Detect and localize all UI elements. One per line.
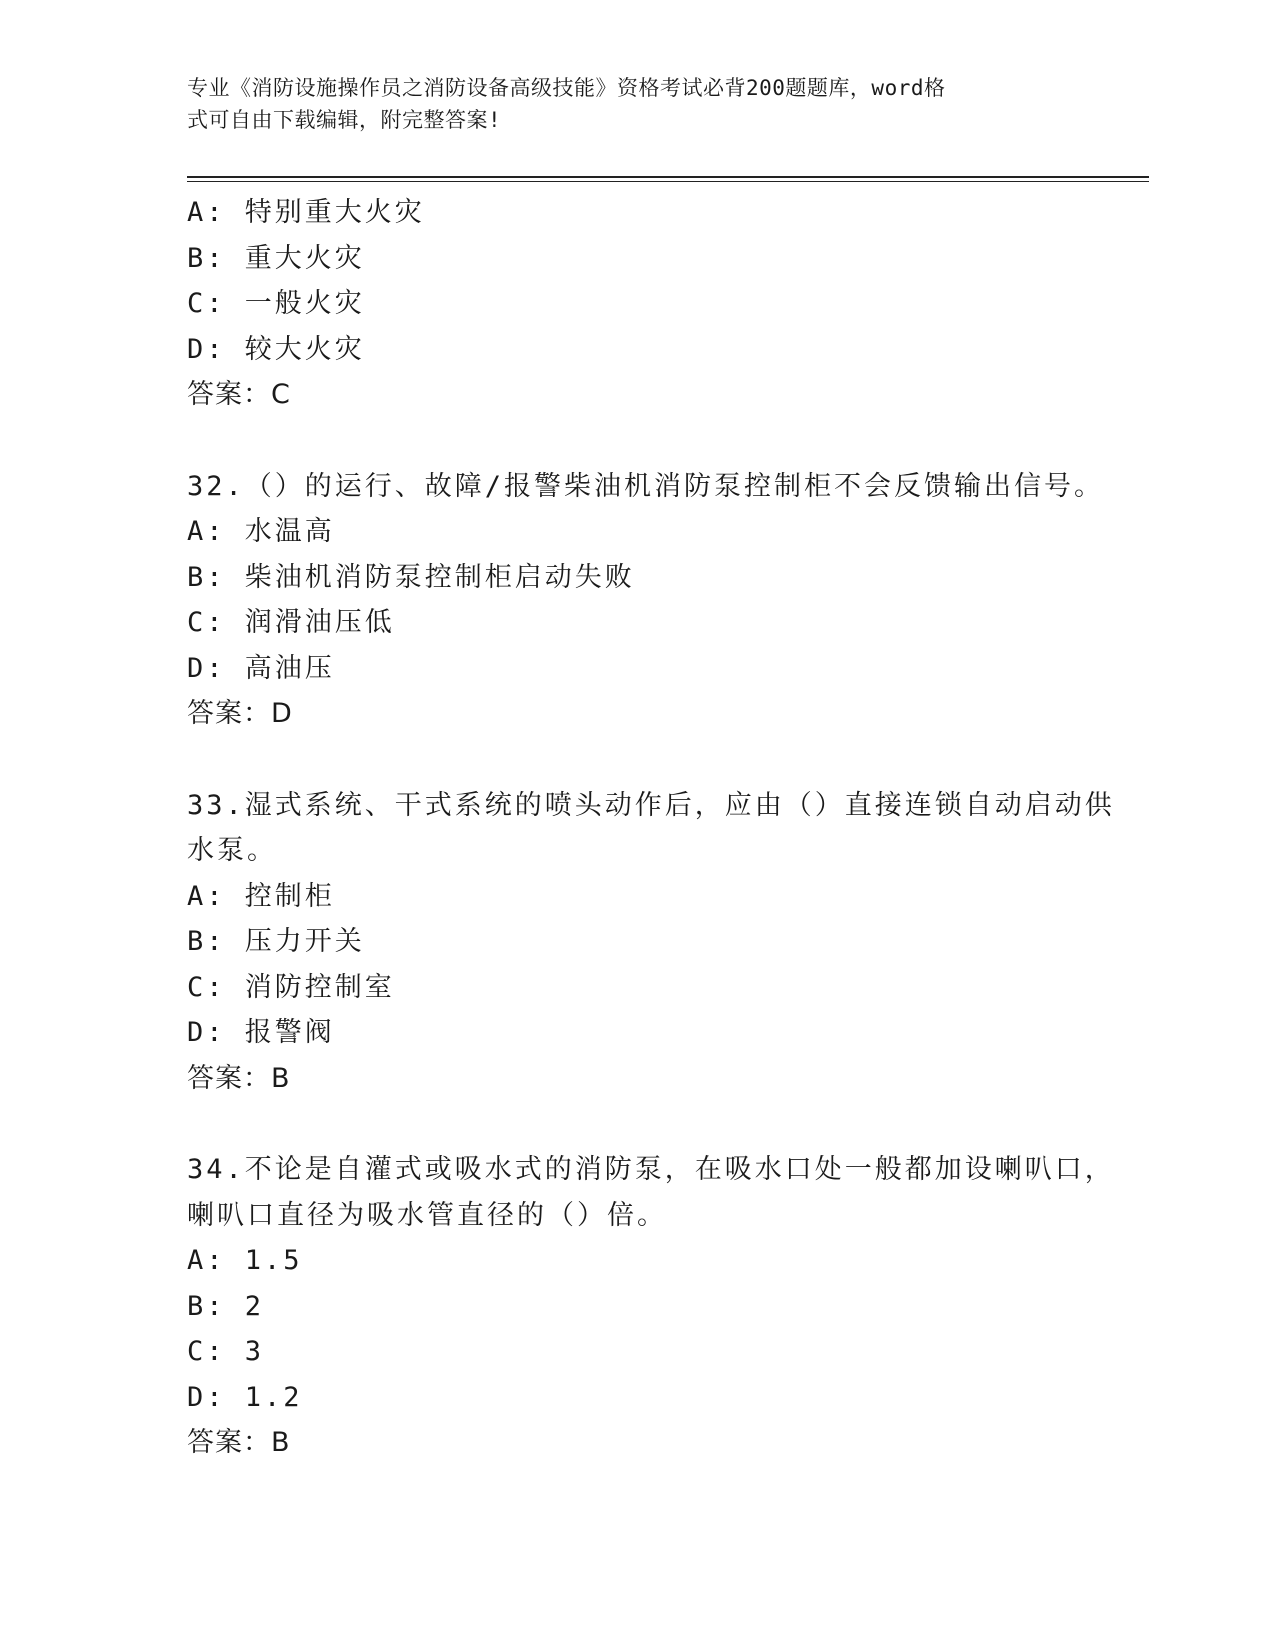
- question-stem-line-1: 33.湿式系统、干式系统的喷头动作后，应由（）直接连锁自动启动供: [187, 789, 1115, 821]
- question-34: [187, 1147, 1115, 1466]
- option-a: A: 控制柜: [187, 880, 335, 912]
- option-a: A: 水温高: [187, 516, 335, 547]
- spacer: [187, 737, 1087, 783]
- spacer: [187, 1101, 1087, 1147]
- question-32: [187, 464, 1105, 737]
- option-c: C: 润滑油压低: [187, 607, 395, 638]
- answer: 答案：B: [187, 1062, 291, 1094]
- spacer: [187, 418, 1087, 464]
- header-divider-thick: [187, 176, 1149, 178]
- header-title-line-1: 专业《消防设施操作员之消防设备高级技能》资格考试必背200题题库，word格: [187, 76, 946, 100]
- option-b: B: 柴油机消防泵控制柜启动失败: [187, 561, 635, 593]
- option-c: C: 消防控制室: [187, 971, 395, 1003]
- question-stem-line-2: 喇叭口直径为吸水管直径的（）倍。: [187, 1199, 667, 1231]
- question-stem-line-2: 水泵。: [187, 835, 277, 866]
- question-stem-line-1: 34.不论是自灌式或吸水式的消防泵，在吸水口处一般都加设喇叭口，: [187, 1154, 1115, 1185]
- option-c: C: 一般火灾: [187, 288, 365, 319]
- document-header: [187, 72, 1067, 136]
- question-31: [187, 190, 1087, 418]
- option-a: A: 特别重大火灾: [187, 197, 425, 228]
- option-d: D: 较大火灾: [187, 333, 365, 365]
- question-stem: 32.（）的运行、故障/报警柴油机消防泵控制柜不会反馈输出信号。: [187, 470, 1105, 502]
- header-title-line-2: 式可自由下载编辑，附完整答案!: [187, 108, 502, 132]
- option-b: B: 压力开关: [187, 926, 365, 957]
- option-b: B: 重大火灾: [187, 242, 365, 274]
- option-d: D: 报警阀: [187, 1017, 335, 1048]
- answer: 答案：B: [187, 1427, 291, 1458]
- option-a: A: 1.5: [187, 1245, 303, 1276]
- option-b: B: 2: [187, 1290, 265, 1322]
- question-33: [187, 783, 1115, 1102]
- option-d: D: 高油压: [187, 652, 335, 684]
- question-list: [187, 190, 1115, 1466]
- answer: 答案：C: [187, 379, 291, 410]
- option-d: D: 1.2: [187, 1381, 303, 1413]
- header-divider-thin: [187, 181, 1149, 182]
- option-c: C: 3: [187, 1336, 265, 1367]
- answer: 答案：D: [187, 698, 293, 729]
